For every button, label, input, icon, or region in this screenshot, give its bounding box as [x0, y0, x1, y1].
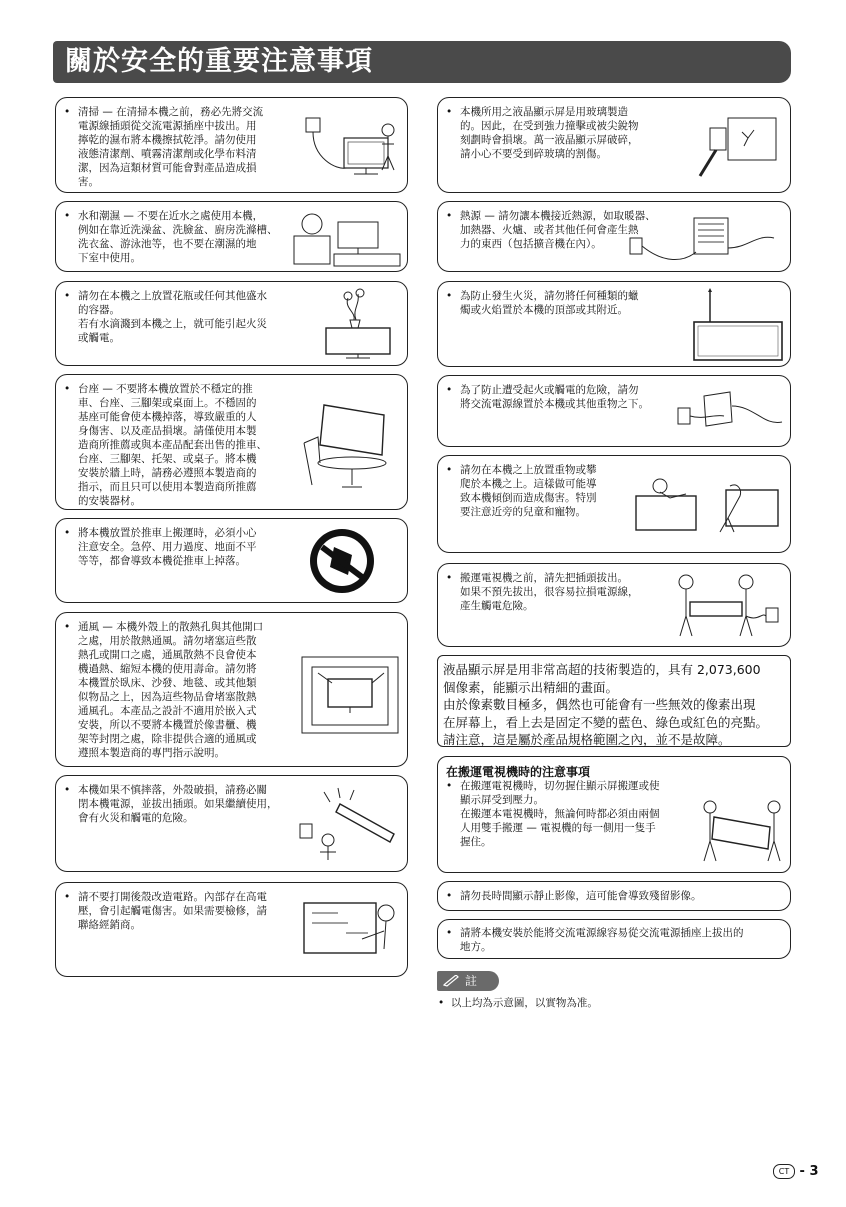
safety-item-power-cord: • 為了防止遭受起火或觸電的危險，請勿 將交流電源線置於本機或其他重物之下。 — [437, 375, 791, 447]
safety-item-vase: • 請勿在本機之上放置花瓶或任何其他盛水 的容器。 若有水滴濺到本機之上，就可能引起火災 或觸電。 — [55, 281, 408, 366]
cord-under-tv-illustration — [674, 386, 784, 444]
safety-item-ventilation: • 通風 — 本機外殼上的散熱孔與其他開口 之處，用於散熱通風。請勿堵塞這些散 熱孔或開口之處，通風散熱不良會使本 機過熱、縮短本機的使用壽命。請勿將 本機置於臥床、沙發、地毯、或其他類 似物品之上，因為這些物品會堵塞散熱 通風孔。本產品之設計不適用於嵌入式 安裝，所以不要將本機置於像書櫃、機 架等封閉之處，除非提供合適的通風或 遵照本製造商的專門指示說明。 — [55, 612, 408, 767]
water-illustration — [288, 208, 404, 268]
safety-item-dropped: • 本機如果不慎摔落，外殼破損，請務必關 閉本機電源，並拔出插頭。如果繼續使用， 會有火災和觸電的危險。 — [55, 775, 408, 872]
safety-item-stand: • 台座 — 不要將本機放置於不穩定的推 車、台座、三腳架或桌面上。不穩固的 基座可能會使本機掉落，導致嚴重的人 身傷害、以及產品損壞。請僅使用本製 造商所推薦或與本產品配套出售的推車、 台座、三腳架、托架、或桌子。將本機 安裝於牆上時，請務必遵照本製造商的 指示，而且只可以使用本製造商所推薦 的安裝器材。 — [55, 374, 408, 510]
lcd-pixel-info: 液晶顯示屏是用非常高超的技術製造的，具有 2,073,600 個像素，能顯示出精細的畫面。 由於像素數目極多，偶然也可能會有一些無效的像素出現 在屏幕上，看上去是固定不變的藍色、綠色或紅色的亮點。 請注意，這是屬於產品規格範圍之內，並不是故障。 — [437, 655, 791, 747]
unstable-table-illustration — [298, 393, 404, 493]
cleaning-illustration — [296, 108, 404, 186]
safety-item-back-cover: • 請不要打開後殼改造電路。內部存在高電 壓，會引起觸電傷害。如果需要檢修，請 聯絡經銷商。 — [55, 882, 408, 977]
heater-illustration — [624, 208, 784, 268]
safety-item-water: • 水和潮濕 — 不要在近水之處使用本機， 例如在靠近洗澡盆、洗臉盆、廚房洗滌槽、 洗衣盆、游泳池等，也不要在潮濕的地 下室中使用。 — [55, 201, 408, 272]
safety-item-unplug-before-moving: • 搬運電視機之前，請先把插頭拔出。 如果不預先拔出，很容易拉損電源線， 產生觸電危險。 — [437, 563, 791, 647]
note-label: 註 — [437, 971, 499, 991]
safety-item-heat-source: • 熱源 — 請勿讓本機接近熱源，如取暖器、 加熱器、火爐、或者其他任何會產生熱 力的東西（包括擴音機在內）。 — [437, 201, 791, 272]
page-number: CT - 3 — [773, 1164, 819, 1179]
broken-tv-illustration — [294, 784, 406, 866]
safety-item-cart: • 將本機放置於推車上搬運時，必須小心 注意安全。急停、用力過度、地面不平 等等，都會導致本機從推車上掉落。 — [55, 518, 408, 603]
still-image-note: • 請勿長時間顯示靜止影像，這可能會導致殘留影像。 — [437, 881, 791, 911]
vase-on-tv-illustration — [318, 288, 404, 360]
language-badge: CT — [773, 1164, 795, 1179]
child-and-pet-illustration — [630, 474, 786, 538]
enclosed-cabinet-illustration — [298, 653, 404, 737]
transport-notes-title: 在搬運電視機時的注意事項 — [446, 765, 591, 779]
two-people-carrying-tv-illustration — [666, 572, 784, 642]
hammer-on-screen-illustration — [682, 112, 782, 182]
candle-on-tv-illustration — [686, 288, 786, 364]
pencil-icon — [443, 975, 459, 987]
safety-item-climbing: • 請勿在本機之上放置重物或攀 爬於本機之上。這樣做可能導 致本機傾倒而造成傷害。特別 要注意近旁的兒童和寵物。 — [437, 455, 791, 553]
carrying-tv-illustration — [700, 799, 784, 865]
page-title: 關於安全的重要注意事項 — [53, 41, 791, 83]
cart-warning-icon — [308, 527, 376, 595]
transport-notes: 在搬運電視機時的注意事項 • 在搬運電視機時，切勿握住顯示屏搬運或使 顯示屏受到壓力。 在搬運本電視機時，無論何時都必須由兩個 人用雙手搬運 — 電視機的每一側用一隻手 握住。 — [437, 756, 791, 873]
power-plug-access-note: • 請將本機安裝於能將交流電源線容易從交流電源插座上拔出的 地方。 — [437, 919, 791, 959]
safety-item-candle: • 為防止發生火災，請勿將任何種類的蠟 燭或火焰置於本機的頂部或其附近。 — [437, 281, 791, 367]
safety-item-glass-screen: • 本機所用之液晶顯示屏是用玻璃製造 的。因此，在受到強力撞擊或被尖銳物 刻劃時會損壞。萬一液晶顯示屏破碎， 請小心不要受到碎玻璃的割傷。 — [437, 97, 791, 193]
safety-item-cleaning: • 清掃 — 在清掃本機之前，務必先將交流 電源線插頭從交流電源插座中拔出。用 擰乾的濕布將本機擦拭乾淨。請勿使用 液態清潔劑、噴霧清潔劑或化學布料清 潔，因為這類材質可能會對產品造成損 害。 — [55, 97, 408, 193]
opening-back-cover-illustration — [298, 889, 406, 971]
note-text: • 以上均為示意圖，以實物為准。 — [438, 997, 598, 1009]
